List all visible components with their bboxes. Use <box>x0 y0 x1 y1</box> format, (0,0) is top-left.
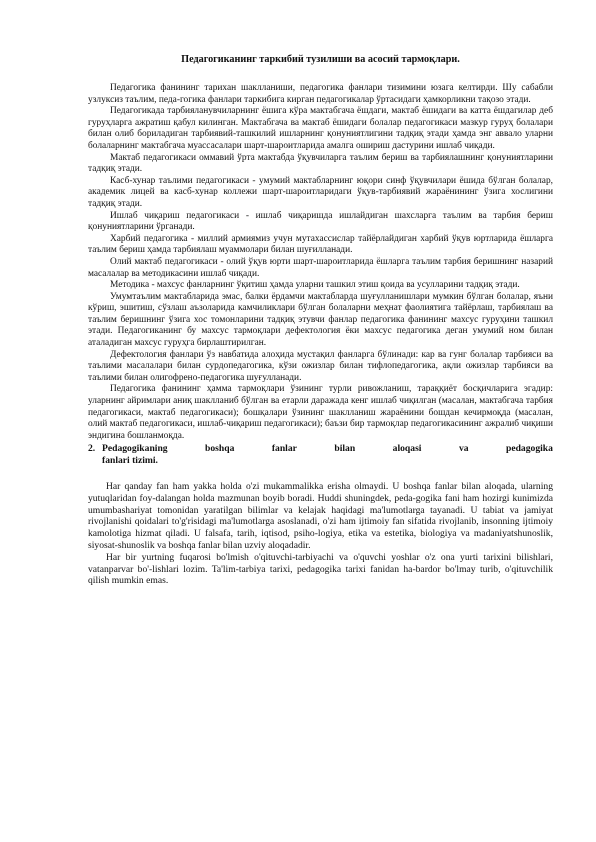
paragraph: Дефектология фанлари ўз навбатида алоҳида мустақил фанларга бўлинади: кар ва гунг болалар тарбияси ва таълими масалалари билан сурдопедагогика, кўзи ожизлар билан тифлопедагогика, ақли ожизлар тарбияси ва таълими билан олигофрено-педагогика шуғулланади. <box>88 349 553 383</box>
page-title: Педагогиканинг таркибий тузилиши ва асосий тармоқлари. <box>181 54 460 65</box>
paragraph: Мактаб педагогикаси оммавий ўрта мактабда ўқувчиларга таълим бериш ва тарбиялашнинг қонуниятларини тадқиқ этади. <box>88 152 553 175</box>
section-heading-line1: Pedagogikaning boshqa fanlar bilan aloqasi va pedagogika <box>102 443 553 455</box>
paragraph: Педагогика фанининг тарихан шаклланиши, педагогика фанлари тизимини юзага келтирди. Шу сабабли узлуксиз таълим, педа-гогика фанлари таркибига кирган педагогикалар ўртасидаги ҳамкорликни тақозо этади. <box>88 83 553 105</box>
paragraph: Педагогика фанининг ҳамма тармоқлари ўзининг турли ривожланиш, тараққиёт босқичларига эгадир: уларнинг айримлари аниқ шаклланиб бўлган ва етарли даражада кенг ишлаб чиқилган (масалан, мактабгача тарбия педагогикаси, мактаб педагогикаси); бошқалари ўзининг шаклланиш жараёнини бошдан кечирмоқда (масалан, олий мактаб педагогикаси, ишлаб-чиқариш педагогикаси); баъзи бир тармоқлар педагогикасининг ажралиб чиқиши эндигина бошланмоқда. <box>88 384 553 441</box>
paragraph: Har qanday fan ham yakka holda o'zi mukammalikka erisha olmaydi. U boshqa fanlar bilan aloqada, ularning yutuqlaridan foy-dalangan holda mazmunan boyib boradi. Huddi shuningdek, peda-gogika fani ham hozirgi kunimizda umumbashariyat tomonidan yaratilgan bilimlar va kelajak haqidagi ma'lumotlarga tayanadi. U tabiat va jamiyat rivojlanishi qoidalari to'g'risidagi ma'lumotlarga asoslanadi, o'zi ham ijtimoiy fan sifatida rivojlanib, insonning ijtimoiy kamolotiga hizmat qiladi. U falsafa, tarih, iqtisod, psiho-logiya, etika va estetika, biologiya va madaniyatshunoslik, siyosat-shunoslik va boshqa fanlar bilan uzviy aloqadadir. <box>88 481 553 551</box>
section-number: 2. <box>88 443 96 455</box>
paragraph: Харбий педагогика - миллий армиямиз учун мутахассислар тайёрлайдиган харбий ўқув юртларида ёшларга таълим бериш ҳамда тарбиялаш муаммолари билан шуғилланади. <box>88 233 553 256</box>
document-page <box>88 54 553 587</box>
paragraph: Методика - махсус фанларнинг ўқитиш ҳамда уларни ташкил этиш қоида ва усулларини тадқиқ этади. <box>110 280 520 291</box>
paragraph: Умумтаълим мактабларида эмас, балки ёрдамчи мактабларда шуғулланишлари мумкин бўлган болалар, яъни кўриш, эшитиш, сўзлаш аъзоларида камчиликлари бўлган болаларни меҳнат фаолиятига тайёрлаш, тарбиялаш ва таълим беришнинг ўзига хос томонларини тадқиқ этувчи фанлар педагогика фанининг махсус гуруҳини ташкил этади. Педагогиканинг бу махсус тармоқлари дефектология ёки махсус педагогика деган умумий ном билан аталадиган махсус гуруҳга бирлаштирилган. <box>88 291 553 349</box>
paragraph: Олий мактаб педагогикаси - олий ўқув юрти шарт-шароитларида ёшларга таълим тарбия беришнинг назарий масалалар ва методикасини ишлаб чиқади. <box>88 256 553 279</box>
latin-body <box>88 481 553 587</box>
section-heading <box>88 443 553 467</box>
paragraph: Ишлаб чиқариш педагогикаси - ишлаб чиқаришда ишлайдиган шахсларга таълим ва тарбия бериш қонуниятларини ўрганади. <box>88 210 553 233</box>
cyrillic-body <box>88 83 553 442</box>
paragraph: Касб-хунар таълими педагогикаси - умумий мактабларнинг юқори синф ўқувчилари ёшида бўлган болалар, академик лицей ва касб-хунар коллежи шарт-шароитларидаги ўқув-тарбиявий жараёнининг ўзига хослигини тадқиқ этади. <box>88 175 553 209</box>
paragraph: Педагогикада тарбияланувчиларнинг ёшига кўра мактабгача ёшдаги, мактаб ёшидаги ва катта ёшдагилар деб гуруҳларга ажратиш қабул килинган. Мактабгача ва мактаб ёшидаги болалар педагогикаси мазкур гуруҳ болалари билан олиб бориладиган тарбиявий-ташкилий ишларнинг қонуниятлигини тадқиқ этади ҳамда энг аввало уларни болаларнинг мактабгача муассасалари шарт-шароитларида амалга ошириш дастурини ишлаб чиқади. <box>88 106 553 151</box>
section-heading-line2: fanlari tizimi. <box>102 455 158 467</box>
paragraph: Har bir yurtning fuqarosi bo'lmish o'qituvchi-tarbiyachi va o'quvchi yoshlar o'z ona yurti tarixini bilishlari, vatanparvar bo'-lishlari lozim. Ta'lim-tarbiya tarixi, pedagogika tarixi fanidan ha-bardor bo'lmay turib, o'qituvchilik qilish mumkin emas. <box>88 551 553 587</box>
